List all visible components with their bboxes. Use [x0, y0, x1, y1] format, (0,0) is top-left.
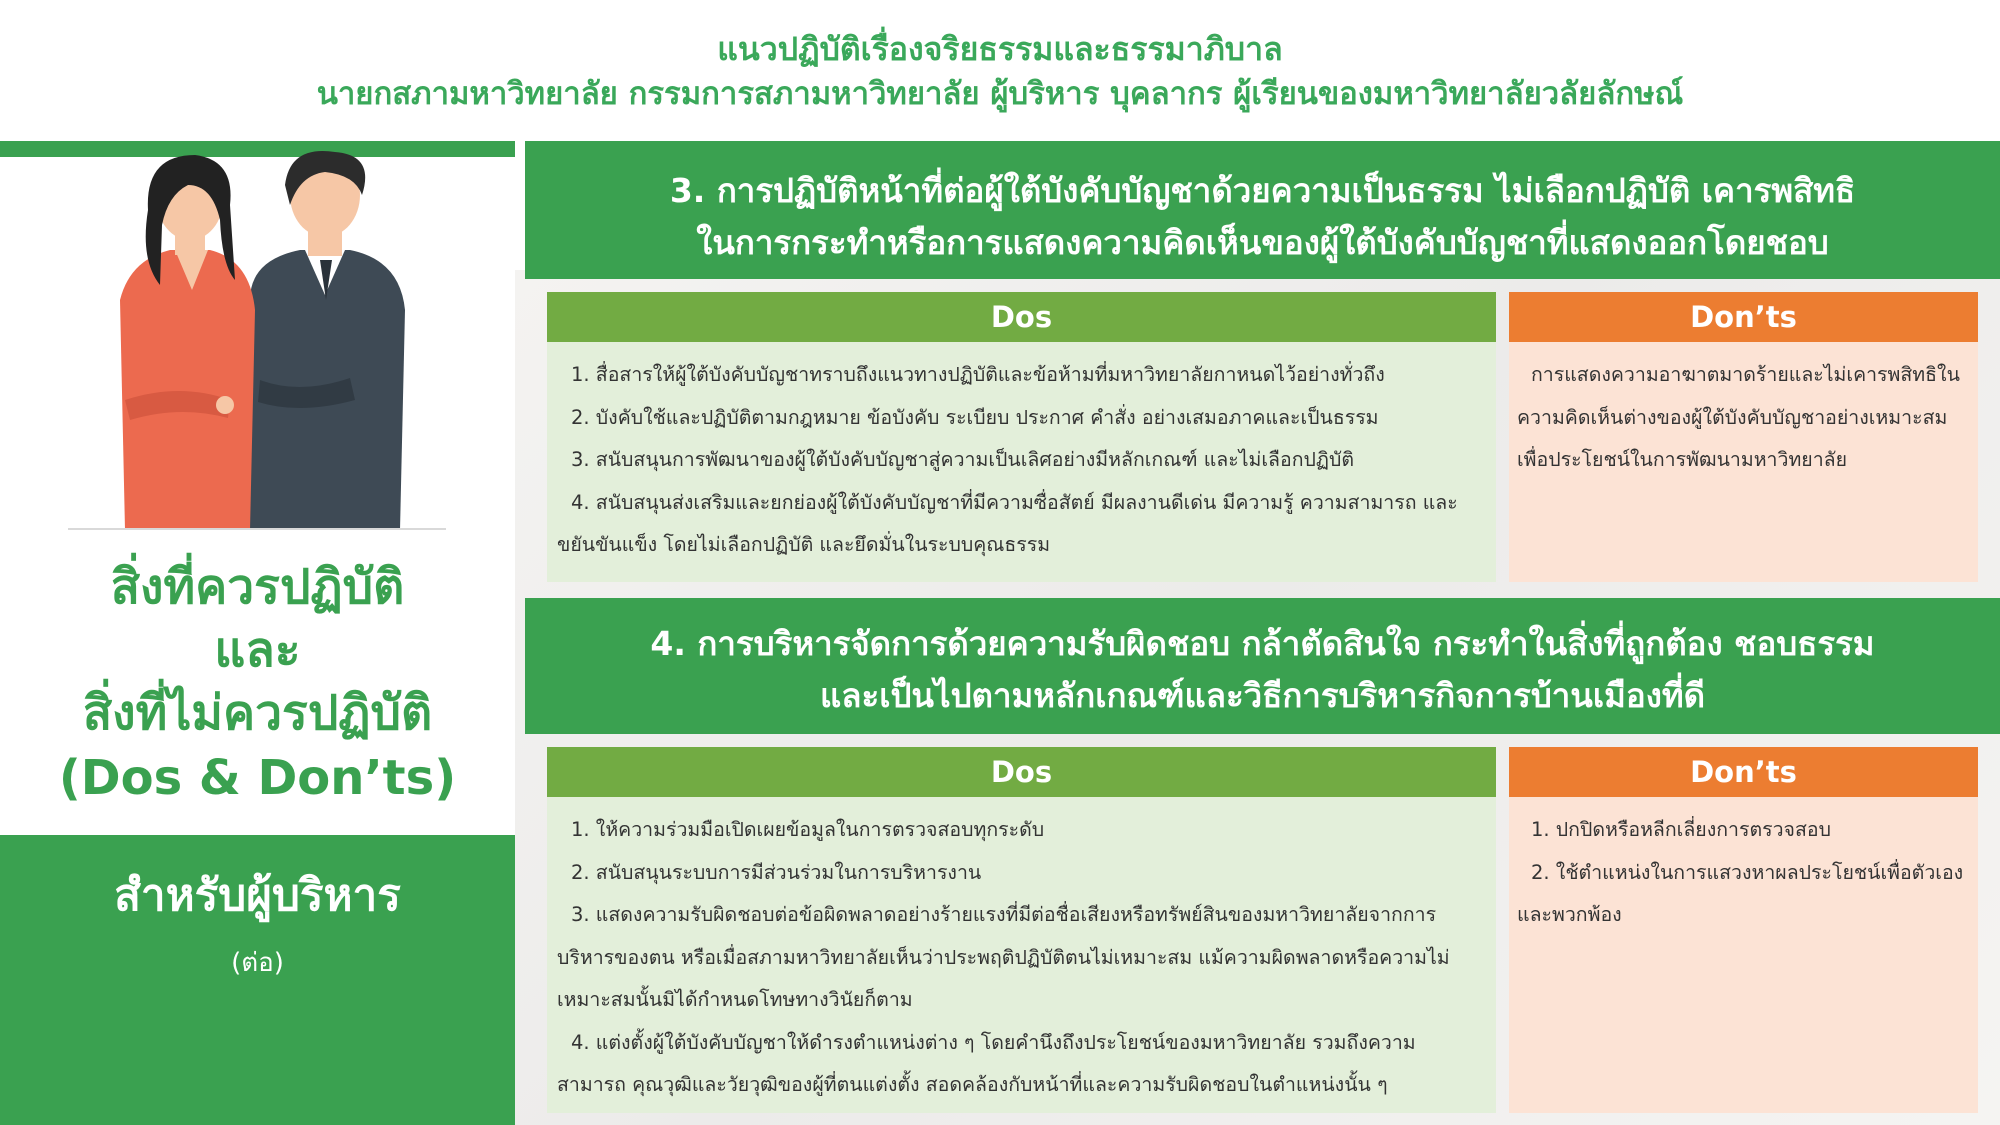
list-item: 1. ให้ความร่วมมือเปิดเผยข้อมูลในการตรวจสอบทุกระดับ [571, 818, 1045, 841]
list-item: 4. สนับสนุนส่งเสริมและยกย่องผู้ใต้บังคับบัญชาที่มีความซื่อสัตย์ มีผลงานดีเด่น มีความรู้ ความสามารถ และขยันขันแข็ง โดยไม่เลือกปฏิบัติ และยึดมั่นในระบบคุณธรรม [557, 490, 1458, 556]
section3-header [525, 141, 2000, 279]
section4-donts-header: Don’ts [1509, 747, 1978, 797]
page-title: แนวปฏิบัติเรื่องจริยธรรมและธรรมาภิบาล [717, 30, 1283, 68]
list-item: 2. บังคับใช้และปฏิบัติตามกฎหมาย ข้อบังคับ ระเบียบ ประกาศ คำสั่ง อย่างเสมอภาคและเป็นธรรม [571, 405, 1379, 429]
section4-donts-list [1509, 797, 1978, 1113]
section4-dos-list [547, 797, 1496, 1113]
list-item: 4. แต่งตั้งผู้ใต้บังคับบัญชาให้ดำรงตำแหน่งต่าง ๆ โดยคำนึงถึงประโยชน์ของมหาวิทยาลัย รวมถึงความสามารถ คุณวุฒิและวัยวุฒิของผู้ที่ตนแต่งตั้ง สอดคล้องกับหน้าที่และความรับผิดชอบในตำแหน่งนั้น ๆ [557, 1030, 1416, 1096]
list-item: 2. สนับสนุนระบบการมีส่วนร่วมในการบริหารงาน [571, 860, 982, 884]
section3-donts-header: Don’ts [1509, 292, 1978, 342]
list-item: 1. สื่อสารให้ผู้ใต้บังคับบัญชาทราบถึงแนวทางปฏิบัติและข้อห้ามที่มหาวิทยาลัยกาหนดไว้อย่างทั่วถึง [571, 363, 1385, 386]
left-heading-line2: และ [214, 622, 301, 678]
section3-dos-header: Dos [547, 292, 1496, 342]
list-item: 3. แสดงความรับผิดชอบต่อข้อผิดพลาดอย่างร้ายแรงที่มีต่อชื่อเสียงหรือทรัพย์สินของมหาวิทยาลัยจากการบริหารของตน หรือเมื่อสภามหาวิทยาลัยเห็นว่าประพฤติปฏิบัติตนไม่เหมาะสม แม้ความผิดพลาดหรือความไม่เหมาะสมนั้นมิได้กำหนดโทษทางวินัยก็ตาม [557, 903, 1450, 1011]
list-item: 1. ปกปิดหรือหลีกเลี่ยงการตรวจสอบ [1531, 818, 1831, 841]
left-heading-line1: สิ่งที่ควรปฏิบัติ [110, 559, 405, 615]
business-people-illustration [100, 150, 460, 530]
section3-title-line2: ในการกระทำหรือการแสดงความคิดเห็นของผู้ใต้บังคับบัญชาที่แสดงออกโดยชอบ [696, 223, 1829, 262]
section3-dos-list [547, 342, 1496, 582]
section4-dos-header: Dos [547, 747, 1496, 797]
section4-header [525, 598, 2000, 734]
continued-label: (ต่อ) [231, 948, 284, 978]
section4-title-line1: 4. การบริหารจัดการด้วยความรับผิดชอบ กล้าตัดสินใจ กระทำในสิ่งที่ถูกต้อง ชอบธรรม [650, 624, 1875, 663]
audience-label: สำหรับผู้บริหาร [114, 870, 401, 921]
list-item: 3. สนับสนุนการพัฒนาของผู้ใต้บังคับบัญชาสู่ความเป็นเลิศอย่างมีหลักเกณฑ์ และไม่เลือกปฏิบัติ [571, 448, 1355, 471]
left-heading-line4: (Dos & Don’ts) [58, 750, 457, 806]
left-heading-line3: สิ่งที่ไม่ควรปฏิบัติ [82, 685, 433, 741]
page-subtitle: นายกสภามหาวิทยาลัย กรรมการสภามหาวิทยาลัย ผู้บริหาร บุคลากร ผู้เรียนของมหาวิทยาลัยวลัยลักษณ์ [316, 76, 1684, 112]
list-item: 2. ใช้ตำแหน่งในการแสวงหาผลประโยชน์เพื่อตัวเองและพวกพ้อง [1517, 860, 1964, 926]
section4-title-line2: และเป็นไปตามหลักเกณฑ์และวิธีการบริหารกิจการบ้านเมืองที่ดี [819, 676, 1706, 715]
divider [68, 528, 446, 530]
donts-text: การแสดงความอาฆาตมาดร้ายและไม่เคารพสิทธิในความคิดเห็นต่างของผู้ใต้บังคับบัญชาอย่างเหมาะสมเพื่อประโยชน์ในการพัฒนามหาวิทยาลัย [1517, 363, 1960, 471]
section3-title-line1: 3. การปฏิบัติหน้าที่ต่อผู้ใต้บังคับบัญชาด้วยความเป็นธรรม ไม่เลือกปฏิบัติ เคารพสิทธิ [669, 171, 1856, 210]
section3-donts-list [1509, 342, 1978, 582]
